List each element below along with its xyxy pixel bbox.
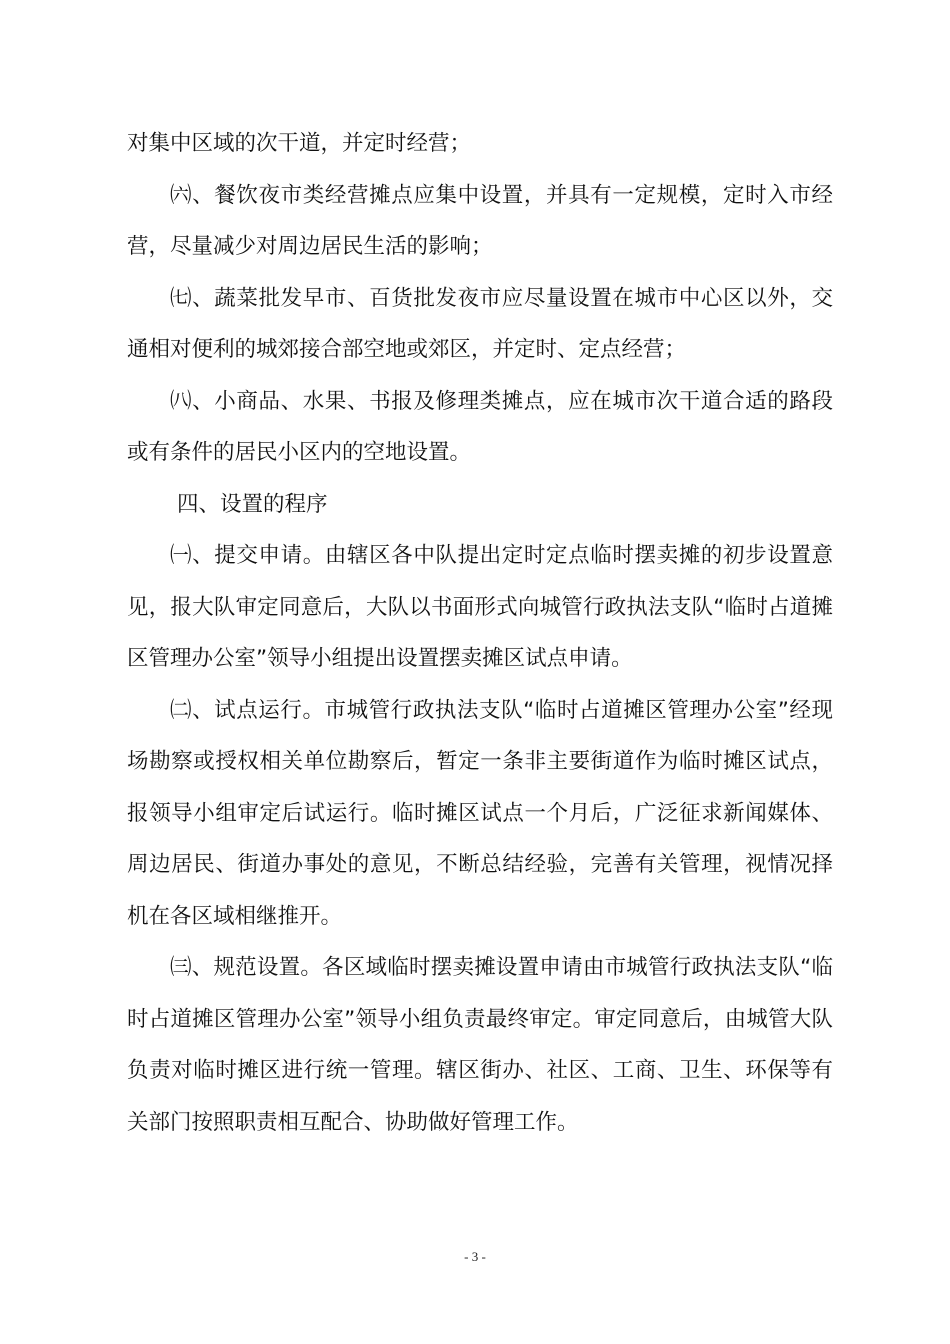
- document-body: [127, 118, 833, 1148]
- paragraph-item-8: ㈧、小商品、水果、书报及修理类摊点，应在城市次干道合适的路段或有条件的居民小区内的空地设置。: [127, 388, 833, 465]
- paragraph-step-1: ㈠、提交申请。由辖区各中队提出定时定点临时摆卖摊的初步设置意见，报大队审定同意后，大队以书面形式向城管行政执法支队“临时占道摊区管理办公室”领导小组提出设置摆卖摊区试点申请。: [127, 543, 833, 671]
- page-number: - 3 -: [464, 1249, 486, 1264]
- paragraph-step-2: ㈡、试点运行。市城管行政执法支队“临时占道摊区管理办公室”经现场勘察或授权相关单位勘察后，暂定一条非主要街道作为临时摊区试点，报领导小组审定后试运行。临时摊区试点一个月后，广泛征求新闻媒体、周边居民、街道办事处的意见，不断总结经验，完善有关管理，视情况择机在各区域相继推开。: [127, 697, 833, 929]
- paragraph-step-3: ㈢、规范设置。各区域临时摆卖摊设置申请由市城管行政执法支队“临时占道摊区管理办公室”领导小组负责最终审定。审定同意后，由城管大队负责对临时摊区进行统一管理。辖区街办、社区、工商、卫生、环保等有关部门按照职责相互配合、协助做好管理工作。: [127, 955, 833, 1135]
- section-heading: 四、设置的程序: [177, 491, 328, 517]
- paragraph-continuation: 对集中区域的次干道，并定时经营；: [127, 131, 472, 156]
- paragraph-item-6: ㈥、餐饮夜市类经营摊点应集中设置，并具有一定规模，定时入市经营，尽量减少对周边居民生活的影响；: [127, 182, 833, 259]
- paragraph-item-7: ㈦、蔬菜批发早市、百货批发夜市应尽量设置在城市中心区以外，交通相对便利的城郊接合部空地或郊区，并定时、定点经营；: [127, 285, 833, 362]
